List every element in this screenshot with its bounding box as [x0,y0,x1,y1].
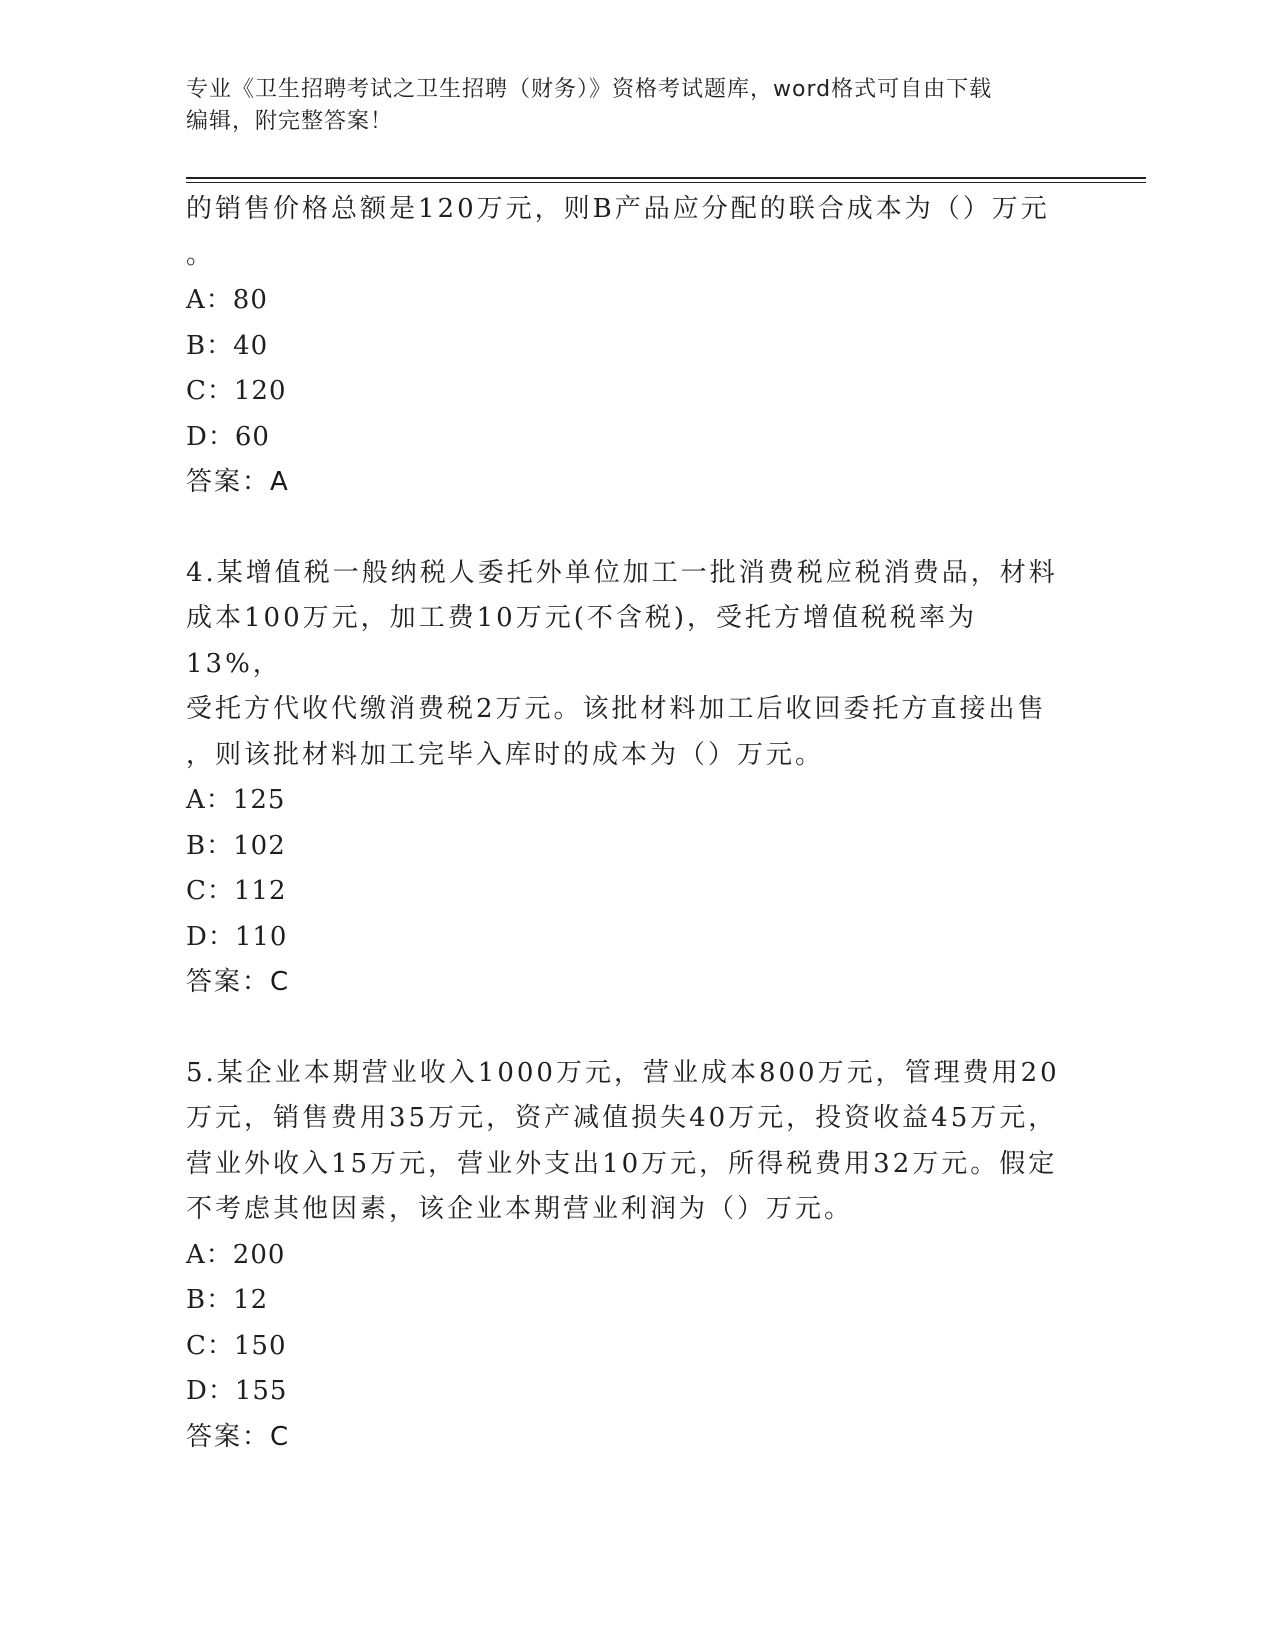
question-stem-line: 5.某企业本期营业收入1000万元，营业成本800万元，管理费用20 [186,1057,1060,1088]
question-block [186,551,1066,1006]
option-a: A：200 [186,1239,286,1270]
answer-line: 答案：C [186,967,291,997]
option-b: B：40 [186,330,269,361]
option-d: D：60 [186,421,270,452]
question-stem-line: 不考虑其他因素，该企业本期营业利润为（）万元。 [186,1194,854,1224]
header-line-2: 编辑，附完整答案！ [186,109,394,134]
document-header [186,74,1086,138]
option-b: B：102 [186,830,286,861]
question-stem-line: 营业外收入15万元，营业外支出10万元，所得税费用32万元。假定 [186,1148,1058,1179]
question-stem-line: 成本100万元，加工费10万元(不含税)，受托方增值税税率为13%， [186,603,977,679]
option-c: C：120 [186,376,287,406]
question-block [186,1051,1066,1461]
option-c: C：112 [186,876,287,906]
question-stem-line: 万元，销售费用35万元，资产减值损失40万元，投资收益45万元， [186,1103,1058,1133]
spacer [186,1006,1066,1051]
spacer [186,506,1066,551]
answer-line: 答案：A [186,467,290,497]
option-a: A：125 [186,785,286,815]
option-c: C：150 [186,1330,287,1361]
header-line-1: 专业《卫生招聘考试之卫生招聘（财务）》资格考试题库，word格式可自由下载 [186,77,993,102]
question-block [186,187,1066,506]
answer-line: 答案：C [186,1421,291,1452]
option-b: B：12 [186,1285,269,1315]
option-d: D：155 [186,1376,288,1406]
option-a: A：80 [186,285,268,315]
question-list [186,187,1066,1460]
question-stem-line: 受托方代收代缴消费税2万元。该批材料加工后收回委托方直接出售 [186,694,1047,724]
option-d: D：110 [186,921,288,952]
header-rule-thin [186,182,1146,183]
header-rule-thick [186,177,1146,179]
question-stem-line: 。 [186,239,216,270]
question-stem-line: ，则该批材料加工完毕入库时的成本为（）万元。 [186,739,825,770]
question-stem-line: 的销售价格总额是120万元，则B产品应分配的联合成本为（）万元 [186,194,1050,224]
question-stem-line: 4.某增值税一般纳税人委托外单位加工一批消费税应税消费品，材料 [186,557,1058,588]
